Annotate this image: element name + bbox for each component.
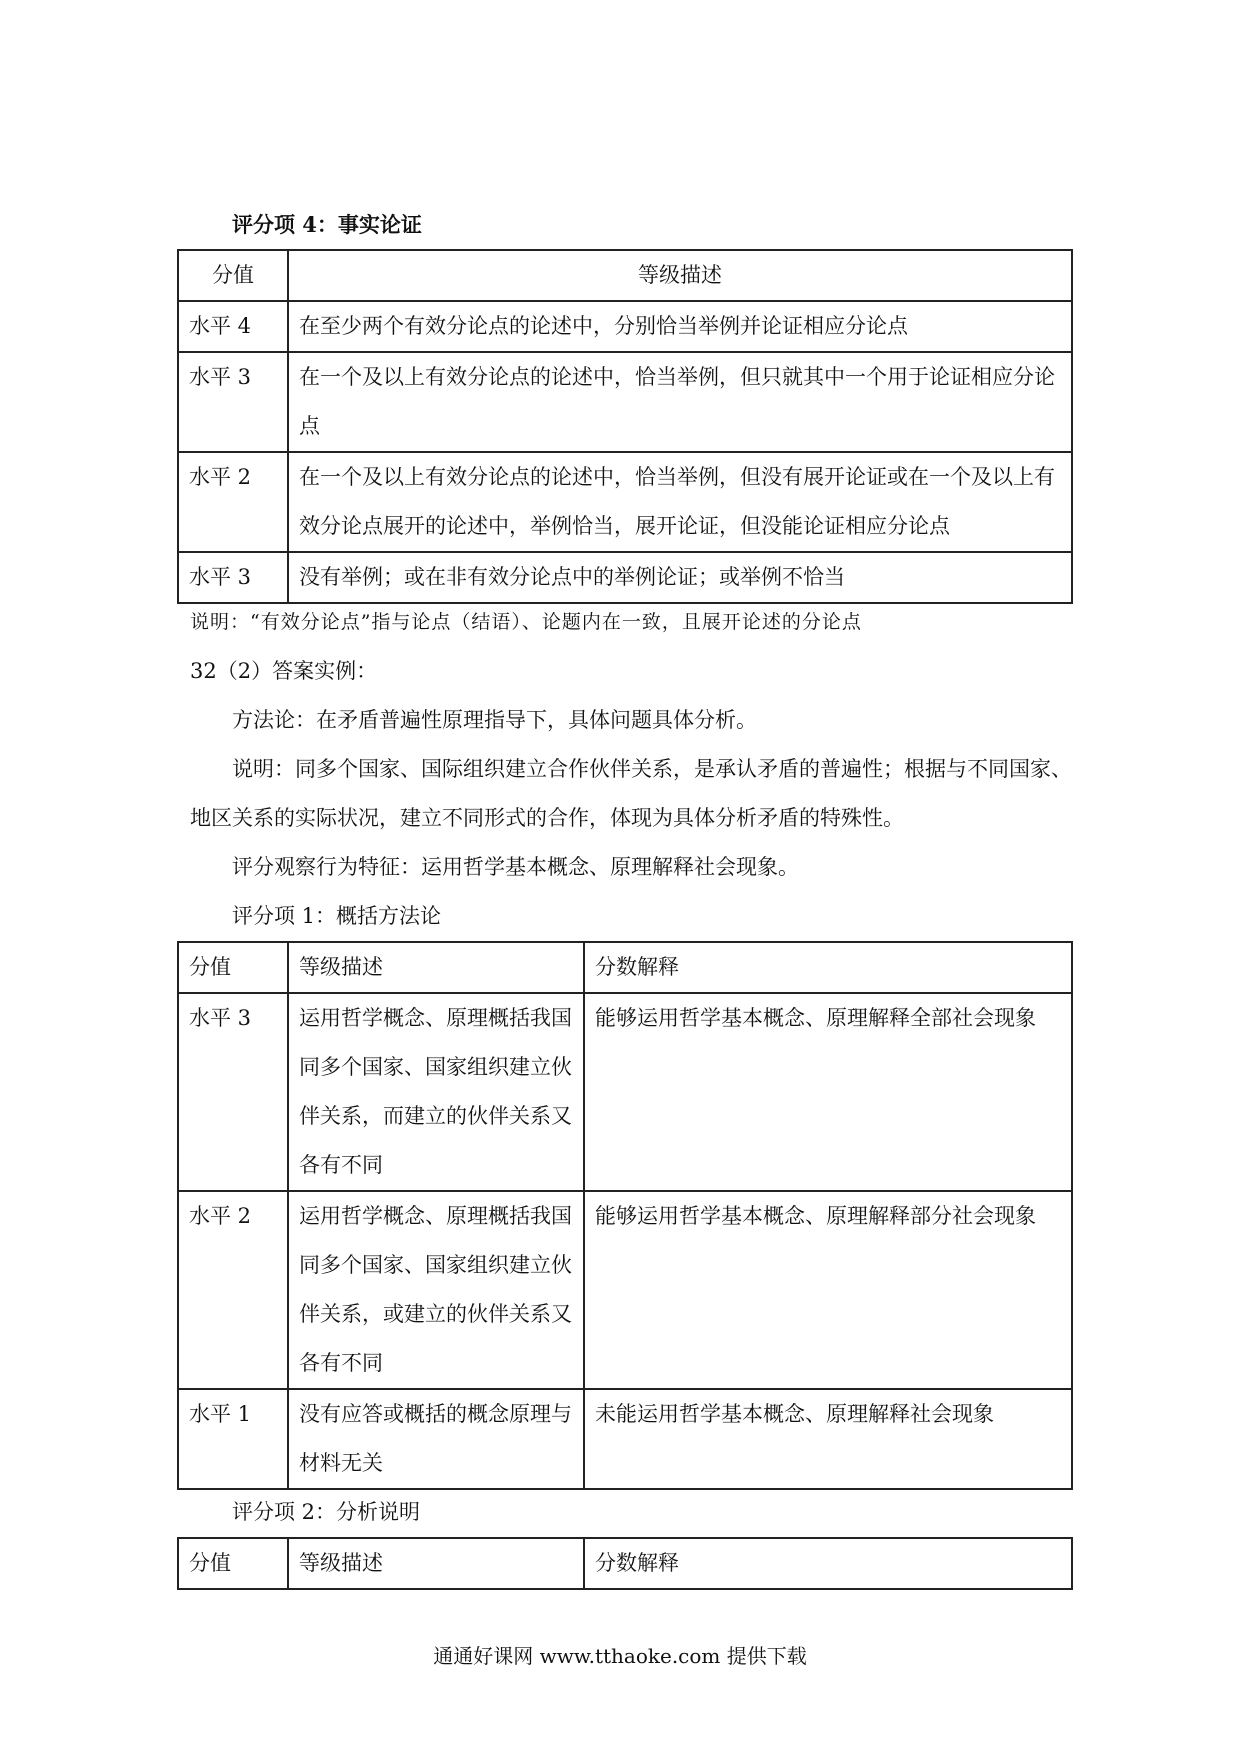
table-header-row bbox=[178, 942, 1072, 993]
row-score: 水平 2 bbox=[178, 452, 288, 552]
table-header-row bbox=[178, 1538, 1072, 1589]
header-desc: 等级描述 bbox=[288, 250, 1072, 301]
table-row bbox=[178, 452, 1072, 552]
row-desc: 没有举例；或在非有效分论点中的举例论证；或举例不恰当 bbox=[288, 552, 1072, 603]
table-row bbox=[178, 993, 1072, 1191]
row-desc: 运用哲学概念、原理概括我国同多个国家、国家组织建立伙伴关系，而建立的伙伴关系又各有不同 bbox=[288, 993, 584, 1191]
table-row bbox=[178, 301, 1072, 352]
answer-feature: 评分观察行为特征：运用哲学基本概念、原理解释社会现象。 bbox=[232, 855, 799, 879]
row-desc: 在一个及以上有效分论点的论述中，恰当举例，但只就其中一个用于论证相应分论点 bbox=[288, 352, 1072, 452]
page-footer: 通通好课网 www.tthaoke.com 提供下载 bbox=[433, 1644, 807, 1668]
table-row bbox=[178, 1191, 1072, 1389]
row-score: 水平 3 bbox=[178, 993, 288, 1191]
header-score: 分值 bbox=[178, 250, 288, 301]
row-desc: 运用哲学概念、原理概括我国同多个国家、国家组织建立伙伴关系，或建立的伙伴关系又各有不同 bbox=[288, 1191, 584, 1389]
row-explain: 能够运用哲学基本概念、原理解释全部社会现象 bbox=[584, 993, 1072, 1191]
table-header-row bbox=[178, 250, 1072, 301]
row-score: 水平 3 bbox=[178, 552, 288, 603]
row-score: 水平 2 bbox=[178, 1191, 288, 1389]
item2-heading: 评分项 2：分析说明 bbox=[232, 1500, 421, 1524]
item2-table bbox=[177, 1537, 1073, 1590]
table-row bbox=[178, 352, 1072, 452]
section4-table bbox=[177, 249, 1073, 604]
answer-method: 方法论：在矛盾普遍性原理指导下，具体问题具体分析。 bbox=[232, 708, 757, 732]
row-desc: 在至少两个有效分论点的论述中，分别恰当举例并论证相应分论点 bbox=[288, 301, 1072, 352]
section4-note: 说明：“有效分论点”指与论点（结语）、论题内在一致，且展开论述的分论点 bbox=[190, 611, 862, 633]
row-explain: 未能运用哲学基本概念、原理解释社会现象 bbox=[584, 1389, 1072, 1489]
row-explain: 能够运用哲学基本概念、原理解释部分社会现象 bbox=[584, 1191, 1072, 1389]
row-desc: 没有应答或概括的概念原理与材料无关 bbox=[288, 1389, 584, 1489]
table-row bbox=[178, 552, 1072, 603]
row-score: 水平 1 bbox=[178, 1389, 288, 1489]
header-score: 分值 bbox=[178, 1538, 288, 1589]
header-explain: 分数解释 bbox=[584, 942, 1072, 993]
item1-heading: 评分项 1：概括方法论 bbox=[232, 904, 442, 928]
answer-title: 32（2）答案实例： bbox=[190, 659, 378, 683]
table-row bbox=[178, 1389, 1072, 1489]
item1-table bbox=[177, 941, 1073, 1490]
row-score: 水平 3 bbox=[178, 352, 288, 452]
header-explain: 分数解释 bbox=[584, 1538, 1072, 1589]
header-desc: 等级描述 bbox=[288, 942, 584, 993]
row-score: 水平 4 bbox=[178, 301, 288, 352]
answer-explain: 说明：同多个国家、国际组织建立合作伙伴关系，是承认矛盾的普遍性；根据与不同国家、地区关系的实际状况，建立不同形式的合作，体现为具体分析矛盾的特殊性。 bbox=[190, 757, 1072, 830]
section4-heading: 评分项 4：事实论证 bbox=[232, 212, 422, 237]
header-desc: 等级描述 bbox=[288, 1538, 584, 1589]
row-desc: 在一个及以上有效分论点的论述中，恰当举例，但没有展开论证或在一个及以上有效分论点展开的论述中，举例恰当，展开论证，但没能论证相应分论点 bbox=[288, 452, 1072, 552]
header-score: 分值 bbox=[178, 942, 288, 993]
